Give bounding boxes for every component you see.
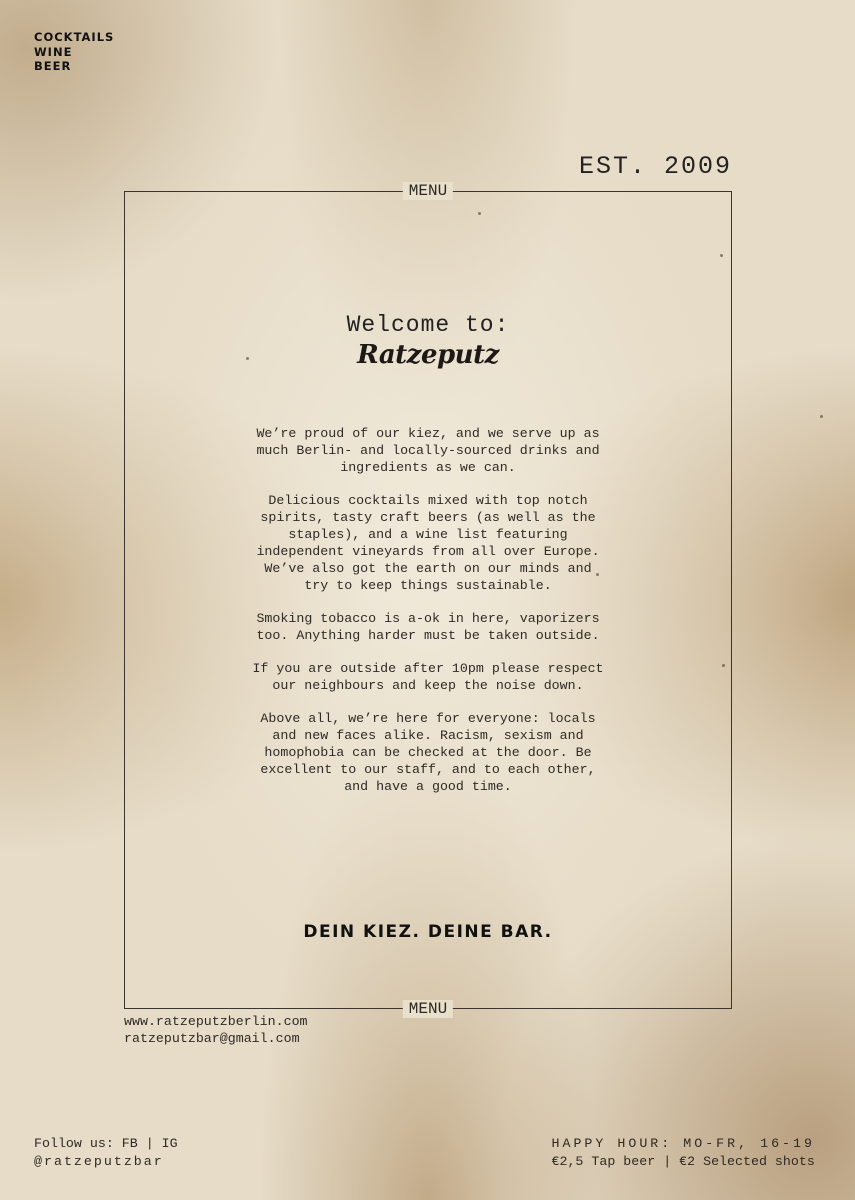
paper-speck: [820, 415, 823, 418]
paper-speck: [720, 254, 723, 257]
paper-speck: [478, 212, 481, 215]
menu-frame: [124, 182, 732, 1018]
intro-paragraph: Above all, we’re here for everyone: locals and new faces alike. Racism, sexism and homophobia can be checked at the door. Be excellent to our staff, and to each other, and have a good time.: [260, 711, 596, 794]
welcome-heading: Welcome to:: [346, 312, 510, 338]
tagline: DEIN KIEZ. DEINE BAR.: [303, 922, 553, 942]
drink-categories: [34, 30, 114, 74]
category-beer: BEER: [34, 59, 72, 73]
email-link[interactable]: ratzeputzbar@gmail.com: [124, 1031, 300, 1046]
website-link[interactable]: www.ratzeputzberlin.com: [124, 1014, 308, 1029]
happy-hour-deals: €2,5 Tap beer | €2 Selected shots: [551, 1153, 815, 1169]
happy-hour-info: [551, 1135, 815, 1170]
intro-text: [225, 425, 631, 811]
category-cocktails: COCKTAILS: [34, 30, 115, 44]
paper-speck: [246, 357, 249, 360]
follow-us-text: Follow us: FB | IG: [34, 1136, 178, 1151]
paper-speck: [722, 664, 725, 667]
social-handle: @ratzeputzbar: [34, 1153, 164, 1169]
contact-info: [124, 1013, 308, 1047]
menu-label-top: MENU: [403, 182, 453, 200]
menu-label-bottom: MENU: [403, 1000, 453, 1018]
brand-logo: Ratzeputz: [357, 340, 499, 370]
intro-paragraph: Delicious cocktails mixed with top notch spirits, tasty craft beers (as well as the staples), and a wine list featuring independent vineyards from all over Europe. We’ve also got the earth on our minds and try to keep things sustainable.: [256, 493, 600, 593]
intro-paragraph: Smoking tobacco is a-ok in here, vaporizers too. Anything harder must be taken outside.: [256, 611, 600, 643]
established-year: EST. 2009: [578, 152, 732, 181]
paper-speck: [596, 573, 599, 576]
category-wine: WINE: [34, 44, 73, 59]
social-info: [34, 1135, 178, 1170]
happy-hour-title: HAPPY HOUR: MO-FR, 16-19: [551, 1136, 815, 1151]
intro-paragraph: If you are outside after 10pm please respect our neighbours and keep the noise down.: [252, 661, 604, 693]
intro-paragraph: We’re proud of our kiez, and we serve up as much Berlin- and locally-sourced drinks and ingredients as we can.: [256, 426, 600, 475]
